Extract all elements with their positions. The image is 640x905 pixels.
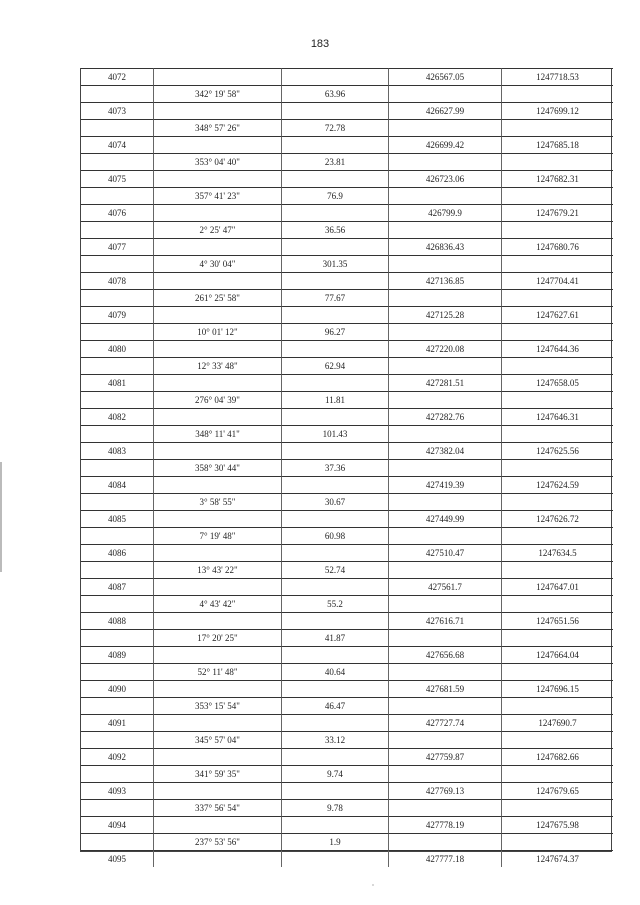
easting-cell: 1247625.56	[502, 442, 613, 459]
northing-cell	[389, 833, 502, 850]
easting-cell: 1247679.65	[502, 782, 613, 799]
easting-cell	[502, 697, 613, 714]
distance-cell: 101.43	[282, 425, 389, 442]
northing-cell	[389, 323, 502, 340]
easting-cell	[502, 629, 613, 646]
northing-cell: 427769.13	[389, 782, 502, 799]
easting-cell: 1247674.37	[502, 850, 613, 867]
distance-cell	[282, 204, 389, 221]
easting-cell	[502, 595, 613, 612]
station-id-cell: 4074	[81, 136, 154, 153]
station-id-cell	[81, 765, 154, 782]
station-id-cell	[81, 391, 154, 408]
northing-cell	[389, 119, 502, 136]
northing-cell	[389, 255, 502, 272]
station-id-cell	[81, 153, 154, 170]
distance-cell: 9.78	[282, 799, 389, 816]
easting-cell: 1247682.66	[502, 748, 613, 765]
station-id-cell	[81, 561, 154, 578]
easting-cell	[502, 119, 613, 136]
bearing-cell	[154, 102, 282, 119]
northing-cell	[389, 765, 502, 782]
northing-cell	[389, 527, 502, 544]
bearing-cell	[154, 204, 282, 221]
northing-cell: 426799.9	[389, 204, 502, 221]
bearing-cell	[154, 136, 282, 153]
bearing-cell: 337° 56' 54"	[154, 799, 282, 816]
scan-edge-mark	[0, 462, 2, 572]
easting-cell	[502, 765, 613, 782]
bearing-cell: 3° 58' 55"	[154, 493, 282, 510]
station-id-cell	[81, 255, 154, 272]
bearing-cell	[154, 782, 282, 799]
easting-cell: 1247644.36	[502, 340, 613, 357]
northing-cell: 427281.51	[389, 374, 502, 391]
station-id-cell: 4091	[81, 714, 154, 731]
bearing-cell	[154, 510, 282, 527]
bearing-cell: 357° 41' 23"	[154, 187, 282, 204]
distance-cell: 96.27	[282, 323, 389, 340]
northing-cell: 427125.28	[389, 306, 502, 323]
bearing-cell: 341° 59' 35"	[154, 765, 282, 782]
station-id-cell: 4095	[81, 850, 154, 867]
northing-cell: 427220.08	[389, 340, 502, 357]
distance-cell: 76.9	[282, 187, 389, 204]
bearing-cell	[154, 680, 282, 697]
northing-cell	[389, 697, 502, 714]
station-id-cell: 4090	[81, 680, 154, 697]
easting-cell	[502, 561, 613, 578]
northing-cell: 427777.18	[389, 850, 502, 867]
station-id-cell: 4094	[81, 816, 154, 833]
station-id-cell	[81, 459, 154, 476]
easting-cell: 1247718.53	[502, 68, 613, 85]
easting-cell	[502, 425, 613, 442]
easting-cell	[502, 731, 613, 748]
station-id-cell	[81, 799, 154, 816]
station-id-cell: 4072	[81, 68, 154, 85]
bearing-cell	[154, 408, 282, 425]
easting-cell: 1247680.76	[502, 238, 613, 255]
northing-cell	[389, 357, 502, 374]
bearing-cell: 52° 11' 48"	[154, 663, 282, 680]
northing-cell	[389, 629, 502, 646]
distance-cell	[282, 238, 389, 255]
distance-cell	[282, 578, 389, 595]
station-id-cell: 4083	[81, 442, 154, 459]
bearing-cell	[154, 442, 282, 459]
easting-cell	[502, 391, 613, 408]
distance-cell: 33.12	[282, 731, 389, 748]
northing-cell	[389, 425, 502, 442]
distance-cell	[282, 510, 389, 527]
bearing-cell: 7° 19' 48"	[154, 527, 282, 544]
bearing-cell	[154, 340, 282, 357]
easting-cell: 1247658.05	[502, 374, 613, 391]
bearing-cell: 345° 57' 04"	[154, 731, 282, 748]
bearing-cell	[154, 306, 282, 323]
bearing-cell: 358° 30' 44"	[154, 459, 282, 476]
bearing-cell	[154, 272, 282, 289]
northing-cell	[389, 153, 502, 170]
station-id-cell	[81, 731, 154, 748]
northing-cell	[389, 459, 502, 476]
bearing-cell	[154, 544, 282, 561]
northing-cell	[389, 391, 502, 408]
distance-cell: 63.96	[282, 85, 389, 102]
northing-cell: 426567.05	[389, 68, 502, 85]
distance-cell: 301.35	[282, 255, 389, 272]
survey-coordinates-table	[80, 68, 612, 864]
northing-cell	[389, 663, 502, 680]
distance-cell	[282, 680, 389, 697]
station-id-cell	[81, 187, 154, 204]
easting-cell: 1247679.21	[502, 204, 613, 221]
station-id-cell: 4085	[81, 510, 154, 527]
northing-cell: 427727.74	[389, 714, 502, 731]
distance-cell	[282, 408, 389, 425]
northing-cell	[389, 561, 502, 578]
easting-cell	[502, 323, 613, 340]
northing-cell: 427561.7	[389, 578, 502, 595]
bearing-cell	[154, 714, 282, 731]
northing-cell: 426836.43	[389, 238, 502, 255]
bearing-cell: 12° 33' 48"	[154, 357, 282, 374]
station-id-cell: 4077	[81, 238, 154, 255]
station-id-cell	[81, 629, 154, 646]
distance-cell	[282, 68, 389, 85]
northing-cell: 426723.06	[389, 170, 502, 187]
bearing-cell	[154, 170, 282, 187]
distance-cell	[282, 782, 389, 799]
bearing-cell: 13° 43' 22"	[154, 561, 282, 578]
distance-cell	[282, 748, 389, 765]
station-id-cell	[81, 663, 154, 680]
distance-cell: 37.36	[282, 459, 389, 476]
northing-cell	[389, 799, 502, 816]
distance-cell: 36.56	[282, 221, 389, 238]
station-id-cell	[81, 697, 154, 714]
station-id-cell	[81, 425, 154, 442]
easting-cell	[502, 85, 613, 102]
distance-cell	[282, 544, 389, 561]
distance-cell: 72.78	[282, 119, 389, 136]
station-id-cell	[81, 493, 154, 510]
easting-cell: 1247704.41	[502, 272, 613, 289]
bearing-cell	[154, 646, 282, 663]
bearing-cell: 2° 25' 47"	[154, 221, 282, 238]
easting-cell: 1247626.72	[502, 510, 613, 527]
station-id-cell	[81, 595, 154, 612]
distance-cell	[282, 170, 389, 187]
distance-cell: 46.47	[282, 697, 389, 714]
station-id-cell	[81, 527, 154, 544]
station-id-cell: 4087	[81, 578, 154, 595]
bearing-cell: 4° 43' 42"	[154, 595, 282, 612]
northing-cell	[389, 595, 502, 612]
distance-cell	[282, 340, 389, 357]
station-id-cell: 4075	[81, 170, 154, 187]
northing-cell	[389, 221, 502, 238]
easting-cell: 1247696.15	[502, 680, 613, 697]
northing-cell: 427282.76	[389, 408, 502, 425]
bearing-cell	[154, 578, 282, 595]
distance-cell: 1.9	[282, 833, 389, 850]
northing-cell: 426699.42	[389, 136, 502, 153]
northing-cell	[389, 187, 502, 204]
station-id-cell	[81, 289, 154, 306]
station-id-cell: 4081	[81, 374, 154, 391]
station-id-cell: 4078	[81, 272, 154, 289]
easting-cell: 1247685.18	[502, 136, 613, 153]
bearing-cell: 353° 04' 40"	[154, 153, 282, 170]
distance-cell	[282, 272, 389, 289]
distance-cell	[282, 442, 389, 459]
distance-cell	[282, 476, 389, 493]
easting-cell: 1247627.61	[502, 306, 613, 323]
easting-cell: 1247624.59	[502, 476, 613, 493]
bearing-cell	[154, 374, 282, 391]
scan-dust-mark	[372, 884, 374, 886]
distance-cell: 62.94	[282, 357, 389, 374]
distance-cell	[282, 850, 389, 867]
easting-cell	[502, 187, 613, 204]
bearing-cell: 4° 30' 04"	[154, 255, 282, 272]
northing-cell	[389, 85, 502, 102]
distance-cell: 30.67	[282, 493, 389, 510]
northing-cell: 427510.47	[389, 544, 502, 561]
distance-cell: 9.74	[282, 765, 389, 782]
bearing-cell: 10° 01' 12"	[154, 323, 282, 340]
bearing-cell	[154, 612, 282, 629]
distance-cell: 23.81	[282, 153, 389, 170]
easting-cell: 1247647.01	[502, 578, 613, 595]
easting-cell	[502, 663, 613, 680]
easting-cell	[502, 799, 613, 816]
station-id-cell: 4086	[81, 544, 154, 561]
bearing-cell: 237° 53' 56"	[154, 833, 282, 850]
distance-cell	[282, 102, 389, 119]
northing-cell: 427778.19	[389, 816, 502, 833]
easting-cell	[502, 459, 613, 476]
distance-cell: 52.74	[282, 561, 389, 578]
bearing-cell	[154, 748, 282, 765]
easting-cell: 1247699.12	[502, 102, 613, 119]
station-id-cell	[81, 119, 154, 136]
station-id-cell	[81, 323, 154, 340]
easting-cell	[502, 289, 613, 306]
station-id-cell	[81, 833, 154, 850]
easting-cell: 1247690.7	[502, 714, 613, 731]
easting-cell	[502, 255, 613, 272]
northing-cell	[389, 289, 502, 306]
northing-cell: 427681.59	[389, 680, 502, 697]
distance-cell	[282, 374, 389, 391]
bearing-cell	[154, 850, 282, 867]
easting-cell: 1247646.31	[502, 408, 613, 425]
northing-cell: 427419.39	[389, 476, 502, 493]
easting-cell: 1247682.31	[502, 170, 613, 187]
station-id-cell: 4082	[81, 408, 154, 425]
distance-cell	[282, 306, 389, 323]
distance-cell: 77.67	[282, 289, 389, 306]
station-id-cell: 4073	[81, 102, 154, 119]
page-number: 183	[310, 38, 330, 50]
bearing-cell: 348° 11' 41"	[154, 425, 282, 442]
distance-cell: 11.81	[282, 391, 389, 408]
easting-cell: 1247664.04	[502, 646, 613, 663]
easting-cell: 1247675.98	[502, 816, 613, 833]
bearing-cell: 261° 25' 58"	[154, 289, 282, 306]
station-id-cell: 4089	[81, 646, 154, 663]
distance-cell	[282, 612, 389, 629]
station-id-cell: 4092	[81, 748, 154, 765]
northing-cell	[389, 731, 502, 748]
easting-cell	[502, 357, 613, 374]
distance-cell: 55.2	[282, 595, 389, 612]
station-id-cell: 4080	[81, 340, 154, 357]
easting-cell	[502, 221, 613, 238]
station-id-cell	[81, 357, 154, 374]
distance-cell	[282, 646, 389, 663]
station-id-cell: 4079	[81, 306, 154, 323]
northing-cell: 427616.71	[389, 612, 502, 629]
station-id-cell: 4093	[81, 782, 154, 799]
bearing-cell: 17° 20' 25"	[154, 629, 282, 646]
distance-cell	[282, 816, 389, 833]
northing-cell: 427449.99	[389, 510, 502, 527]
easting-cell	[502, 493, 613, 510]
northing-cell: 427759.87	[389, 748, 502, 765]
northing-cell: 427656.68	[389, 646, 502, 663]
station-id-cell	[81, 221, 154, 238]
distance-cell: 41.87	[282, 629, 389, 646]
station-id-cell: 4076	[81, 204, 154, 221]
northing-cell: 426627.99	[389, 102, 502, 119]
station-id-cell: 4088	[81, 612, 154, 629]
bearing-cell: 276° 04' 39"	[154, 391, 282, 408]
easting-cell	[502, 527, 613, 544]
easting-cell: 1247634.5	[502, 544, 613, 561]
bearing-cell	[154, 476, 282, 493]
distance-cell	[282, 136, 389, 153]
bearing-cell	[154, 816, 282, 833]
easting-cell	[502, 833, 613, 850]
distance-cell: 60.98	[282, 527, 389, 544]
northing-cell: 427382.04	[389, 442, 502, 459]
northing-cell	[389, 493, 502, 510]
bearing-cell: 348° 57' 26"	[154, 119, 282, 136]
easting-cell	[502, 153, 613, 170]
easting-cell: 1247651.56	[502, 612, 613, 629]
bearing-cell: 353° 15' 54"	[154, 697, 282, 714]
bearing-cell: 342° 19' 58"	[154, 85, 282, 102]
distance-cell: 40.64	[282, 663, 389, 680]
bearing-cell	[154, 238, 282, 255]
distance-cell	[282, 714, 389, 731]
northing-cell: 427136.85	[389, 272, 502, 289]
station-id-cell: 4084	[81, 476, 154, 493]
station-id-cell	[81, 85, 154, 102]
bearing-cell	[154, 68, 282, 85]
